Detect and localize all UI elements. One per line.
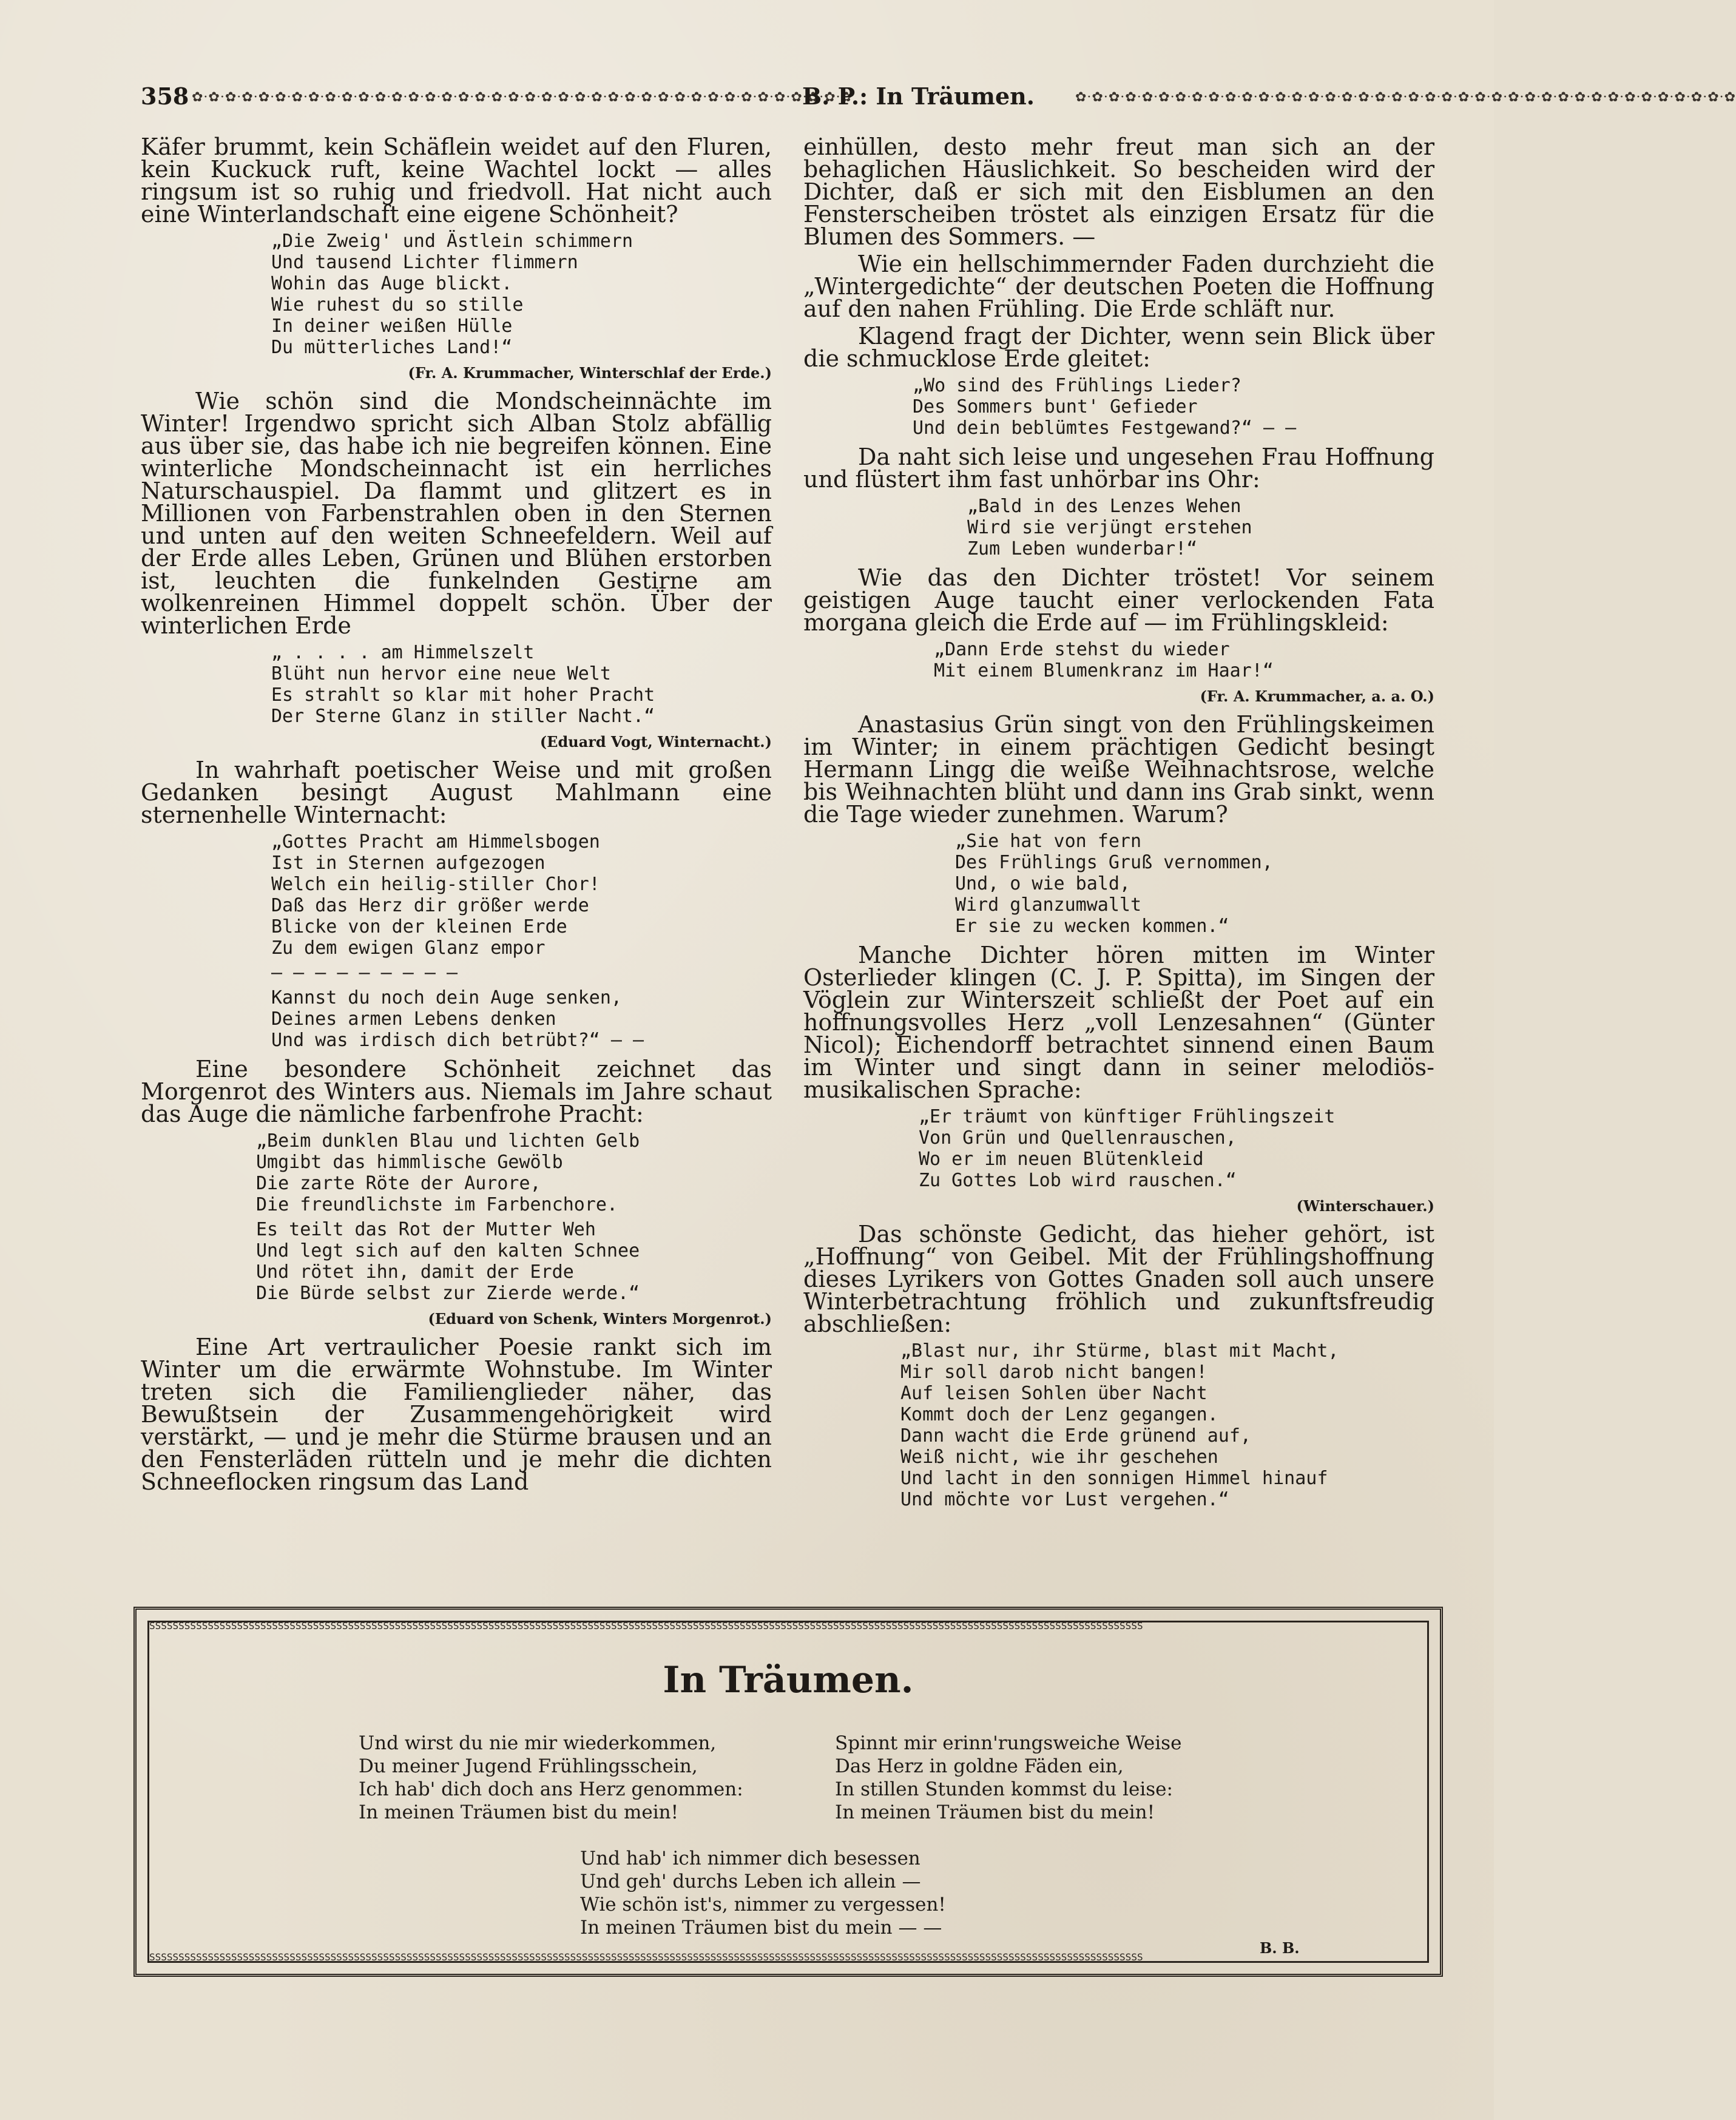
poem-line: Von Grün und Quellenrauschen, [919, 1127, 1237, 1149]
framed-poem-inner [147, 1621, 1429, 1963]
page-header [141, 83, 1736, 119]
poem-line: Ich hab' dich doch ans Herz genommen: [359, 1778, 743, 1800]
poem-line: Und legt sich auf den kalten Schnee [256, 1240, 640, 1261]
poem-line: Blicke von der kleinen Erde [271, 916, 567, 937]
paragraph: Da naht sich leise und ungesehen Frau Hoffnung und flüstert ihm fast unhörbar ins Ohr: [803, 444, 1434, 493]
poem-line: Blüht nun hervor eine neue Welt [271, 663, 611, 684]
poem-quote [967, 496, 1434, 559]
poem-line: „Blast nur, ihr Stürme, blast mit Macht, [900, 1340, 1339, 1362]
poem-line: „Bald in des Lenzes Wehen [967, 496, 1241, 517]
paragraph: Manche Dichter hören mitten im Winter Osterlieder klingen (C. J. P. Spitta), im Singen der Vöglein zur Winterszeit schließt der Poet auf ein hoffnungsvolles Herz „voll Lenzesahnen“ (Günter Nicol); Eichendorff betrachtet sinnend einen Baum im Winter und singt dann in seiner melodiös-musikalischen Sprache: [803, 942, 1434, 1103]
poem-line: Umgibt das himmlische Gewölb [256, 1152, 563, 1173]
poem-line: „Gottes Pracht am Himmelsbogen [271, 831, 600, 852]
poem-line: Wo er im neuen Blütenkleid [919, 1149, 1204, 1170]
paragraph: Wie ein hellschimmernder Faden durchzieht die „Wintergedichte“ der deutschen Poeten die Hoffnung auf den nahen Frühling. Die Erde schläft nur. [803, 251, 1434, 322]
poem-line: Das Herz in goldne Fäden ein, [835, 1755, 1124, 1777]
poem-line: Kannst du noch dein Auge senken, [271, 987, 622, 1008]
poem-line: Daß das Herz dir größer werde [271, 895, 589, 916]
poem-quote [271, 987, 772, 1051]
poem-stanza-1 [359, 1732, 743, 1824]
poem-line: „Dann Erde stehst du wieder [934, 639, 1230, 660]
poem-line: Und dein beblümtes Festgewand?“ — — [913, 417, 1297, 439]
header-ornament-right: ✿·✿·✿·✿·✿·✿·✿·✿·✿·✿·✿·✿·✿·✿·✿·✿·✿·✿·✿·✿·✿·✿·✿·✿·✿·✿·✿·✿·✿·✿·✿·✿·✿·✿·✿·✿·✿·✿·✿·✿ [1075, 90, 1736, 105]
poem-stanza-2 [835, 1732, 1181, 1824]
frame-border-pattern-bottom: SSSSSSSSSSSSSSSSSSSSSSSSSSSSSSSSSSSSSSSSSSSSSSSSSSSSSSSSSSSSSSSSSSSSSSSSSSSSSSSSSSSSSSSSSSSSSSSSSSSSSSSSSSSSSSSSSSSSSSSSSSSSSSSSSSSSSSSSSSSSSSSSSSSSSSSSSSSSSSSSSSSSSSSSSS [149, 1951, 1143, 1963]
poem-quote [271, 231, 772, 358]
poem-line: Wie ruhest du so stille [271, 294, 524, 316]
page-number: 358 [141, 83, 189, 110]
paragraph: Das schönste Gedicht, das hieher gehört, ist „Hoffnung“ von Geibel. Mit der Frühlingshoffnung dieses Lyrikers von Gottes Gnaden soll auch unsere Winterbetrachtung fröhlich und zukunftsfreudig abschließen: [803, 1221, 1434, 1337]
paragraph: Wie das den Dichter tröstet! Vor seinem geistigen Auge taucht einer verlockenden Fata morgana gleich die Erde auf — im Frühlingskleid: [803, 564, 1434, 636]
poem-line: „Beim dunklen Blau und lichten Gelb [256, 1130, 640, 1152]
poem-line: „ . . . . am Himmelszelt [271, 642, 535, 663]
paragraph: einhüllen, desto mehr freut man sich an der behaglichen Häuslichkeit. So bescheiden wird der Dichter, daß er sich mit den Eisblumen an den Fensterscheiben tröstet als einzigen Ersatz für die Blumen des Sommers. — [803, 133, 1434, 250]
poem-line: Des Frühlings Gruß vernommen, [955, 852, 1273, 873]
source-citation: (Winterschauer.) [1296, 1197, 1434, 1215]
poem-line: „Wo sind des Frühlings Lieder? [913, 375, 1241, 396]
paragraph: Anastasius Grün singt von den Frühlingskeimen im Winter; in einem prächtigen Gedicht besingt Hermann Lingg die weiße Weihnachtsrose, welche bis Weihnachten blüht und dann ins Grab sinkt, wenn die Tage wieder zunehmen. Warum? [803, 711, 1434, 828]
poem-line: „Er träumt von künftiger Frühlingszeit [919, 1106, 1336, 1127]
poem-line: „Die Zweig' und Ästlein schimmern [271, 231, 633, 252]
frame-border-pattern-top: SSSSSSSSSSSSSSSSSSSSSSSSSSSSSSSSSSSSSSSSSSSSSSSSSSSSSSSSSSSSSSSSSSSSSSSSSSSSSSSSSSSSSSSSSSSSSSSSSSSSSSSSSSSSSSSSSSSSSSSSSSSSSSSSSSSSSSSSSSSSSSSSSSSSSSSSSSSSSSSSSSSSSSSSSS [149, 1620, 1143, 1632]
poem-line: In meinen Träumen bist du mein! [835, 1801, 1155, 1823]
poem-line: Er sie zu wecken kommen.“ [955, 916, 1229, 937]
poem-line: Und tausend Lichter flimmern [271, 252, 578, 273]
poem-line: Wird sie verjüngt erstehen [967, 517, 1252, 538]
poem-line: Und lacht in den sonnigen Himmel hinauf [900, 1468, 1328, 1489]
signature: B. B. [1260, 1939, 1300, 1957]
poem-line: Deines armen Lebens denken [271, 1008, 556, 1030]
framed-poem-box [133, 1607, 1443, 1977]
poem-line: In deiner weißen Hülle [271, 316, 513, 337]
poem-line: Des Sommers bunt' Gefieder [913, 396, 1198, 417]
poem-line: Und wirst du nie mir wiederkommen, [359, 1732, 717, 1754]
poem-line: Welch ein heilig-stiller Chor! [271, 874, 600, 895]
poem-quote [271, 642, 772, 727]
poem-line: Mir soll darob nicht bangen! [900, 1362, 1207, 1383]
paragraph: Käfer brummt, kein Schäflein weidet auf den Fluren, kein Kuckuck ruft, keine Wachtel lockt — alles ringsum ist so ruhig und friedvoll. Hat nicht auch eine Winterlandschaft eine eigene Schönheit? [141, 133, 772, 228]
poem-line: Wohin das Auge blickt. [271, 273, 513, 294]
source-citation: (Fr. A. Krummacher, a. a. O.) [1200, 687, 1434, 705]
source-citation: (Fr. A. Krummacher, Winterschlaf der Erde.) [408, 364, 772, 382]
poem-line: Wie schön ist's, nimmer zu vergessen! [580, 1894, 946, 1916]
poem-line: Wird glanzumwallt [955, 894, 1142, 916]
poem-line: Es teilt das Rot der Mutter Weh [256, 1219, 596, 1240]
poem-stanza-3 [580, 1847, 946, 1939]
paragraph: Klagend fragt der Dichter, wenn sein Blick über die schmucklose Erde gleitet: [803, 323, 1434, 372]
poem-title: In Träumen. [663, 1659, 914, 1701]
source-citation: (Eduard von Schenk, Winters Morgenrot.) [428, 1310, 772, 1328]
poem-quote [256, 1130, 772, 1215]
poem-line: Die Bürde selbst zur Zierde werde.“ [256, 1283, 640, 1304]
paragraph: Eine besondere Schönheit zeichnet das Morgenrot des Winters aus. Niemals im Jahre schaut das Auge die nämliche farbenfrohe Pracht: [141, 1056, 772, 1127]
right-column [803, 133, 1434, 1510]
poem-line: Zu Gottes Lob wird rauschen.“ [919, 1170, 1237, 1191]
poem-line: Die zarte Röte der Aurore, [256, 1173, 541, 1194]
poem-quote [271, 831, 772, 959]
poem-line: In meinen Träumen bist du mein! [359, 1801, 679, 1823]
paragraph: Eine Art vertraulicher Poesie rankt sich im Winter um die erwärmte Wohnstube. Im Winter treten sich die Familienglieder näher, das Bewußtsein der Zusammengehörigkeit wird verstärkt, — und je mehr die Stürme brausen und an den Fensterläden rütteln und je mehr die dichten Schneeflocken ringsum das Land [141, 1334, 772, 1495]
poem-quote [256, 1219, 772, 1304]
poem-line: Und möchte vor Lust vergehen.“ [900, 1489, 1229, 1510]
poem-line: „Sie hat von fern [955, 831, 1142, 852]
poem-line: Mit einem Blumenkranz im Haar!“ [934, 660, 1274, 681]
poem-quote [955, 831, 1434, 937]
source-citation: (Eduard Vogt, Winternacht.) [539, 733, 772, 751]
header-ornament-left: ✿·✿·✿·✿·✿·✿·✿·✿·✿·✿·✿·✿·✿·✿·✿·✿·✿·✿·✿·✿·✿·✿·✿·✿·✿·✿·✿·✿·✿·✿·✿·✿·✿·✿·✿·✿·✿·✿·✿·✿ [192, 90, 853, 105]
poem-line: Spinnt mir erinn'rungsweiche Weise [835, 1732, 1182, 1754]
poem-line: Und hab' ich nimmer dich besessen [580, 1848, 920, 1869]
poem-line: Und geh' durchs Leben ich allein — [580, 1871, 921, 1892]
poem-quote [919, 1106, 1434, 1191]
poem-line: Weiß nicht, wie ihr geschehen [900, 1447, 1218, 1468]
poem-quote [913, 375, 1434, 439]
poem-line: In meinen Träumen bist du mein — — [580, 1917, 942, 1939]
poem-line: Und rötet ihn, damit der Erde [256, 1261, 574, 1283]
poem-line: Auf leisen Sohlen über Nacht [900, 1383, 1207, 1404]
left-column [141, 133, 772, 1498]
poem-line: Kommt doch der Lenz gegangen. [900, 1404, 1218, 1425]
paragraph: In wahrhaft poetischer Weise und mit großen Gedanken besingt August Mahlmann eine sternenhelle Winternacht: [141, 757, 772, 828]
poem-quote [934, 639, 1434, 681]
poem-line: Du meiner Jugend Frühlingsschein, [359, 1755, 698, 1777]
poem-line: Und was irdisch dich betrübt?“ — — [271, 1030, 644, 1051]
poem-line: Die freundlichste im Farbenchore. [256, 1194, 618, 1215]
poem-line: Der Sterne Glanz in stiller Nacht.“ [271, 706, 655, 727]
poem-line: Dann wacht die Erde grünend auf, [900, 1425, 1251, 1447]
poem-line: Und, o wie bald, [955, 873, 1130, 894]
poem-line: Es strahlt so klar mit hoher Pracht [271, 684, 655, 706]
poem-line: Du mütterliches Land!“ [271, 337, 513, 358]
poem-dashes: — — — — — — — — — [271, 962, 458, 984]
running-head: B. P.: In Träumen. [802, 83, 1035, 110]
poem-line: Ist in Sternen aufgezogen [271, 852, 545, 874]
poem-line: Zu dem ewigen Glanz empor [271, 937, 545, 959]
poem-line: In stillen Stunden kommst du leise: [835, 1778, 1173, 1800]
paragraph: Wie schön sind die Mondscheinnächte im Winter! Irgendwo spricht sich Alban Stolz abfällig aus über sie, das habe ich nie begreifen können. Eine winterliche Mondscheinnacht ist ein herrliches Naturschauspiel. Da flammt und glitzert es in Millionen von Farbenstrahlen oben in den Sternen und unten auf den weiten Schneefeldern. Weil auf der Erde alles Leben, Grünen und Blühen erstorben ist, leuchten die funkelnden Gestirne am wolkenreinen Himmel doppelt schön. Über der winterlichen Erde [141, 388, 772, 639]
poem-line: Zum Leben wunderbar!“ [967, 538, 1198, 559]
poem-quote [900, 1340, 1434, 1510]
